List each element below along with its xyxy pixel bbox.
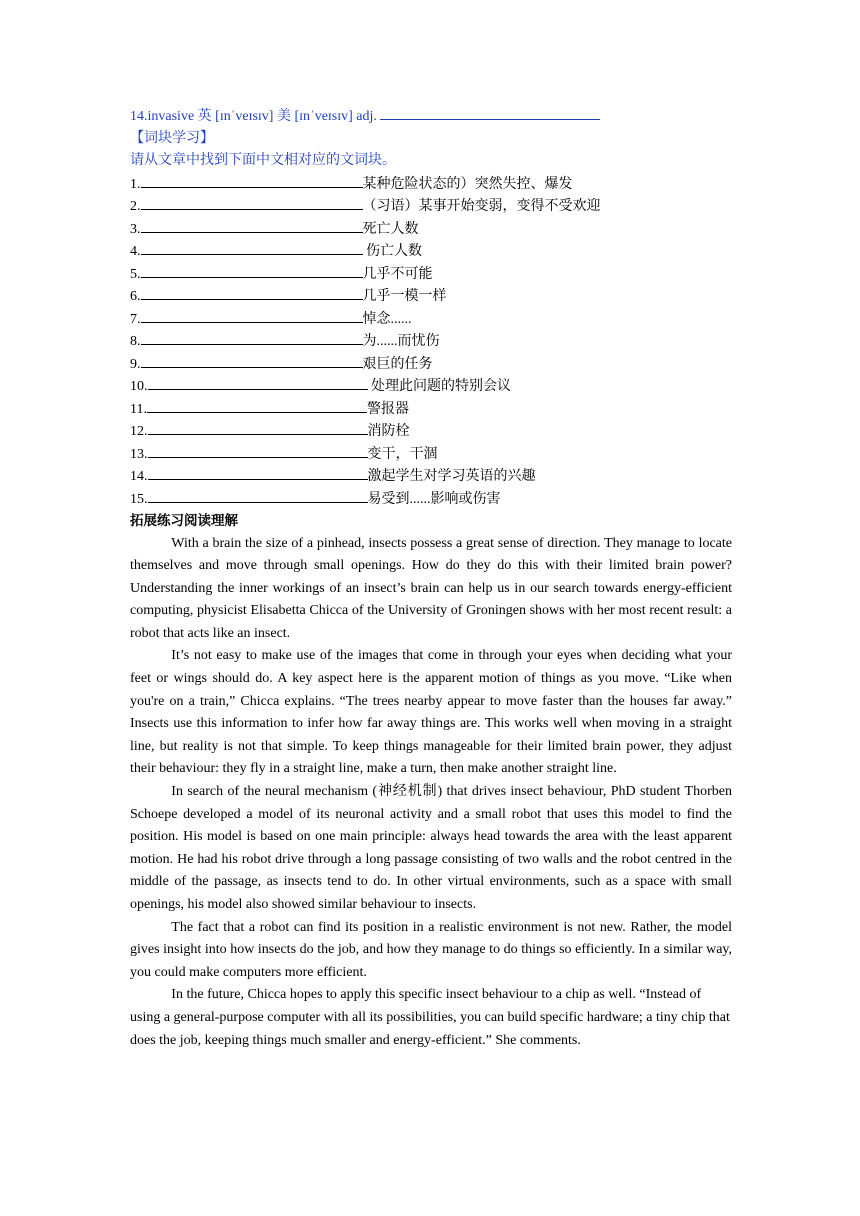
uk-label: 英 xyxy=(197,109,212,124)
chunk-item-number: 6. xyxy=(130,289,141,304)
chunk-section-title: 【词块学习】 xyxy=(130,130,214,146)
chunk-answer-blank[interactable] xyxy=(141,285,363,300)
chunk-answer-blank[interactable] xyxy=(141,308,363,323)
reading-paragraph: In search of the neural mechanism (神经机制) that drives insect behaviour, PhD student Thorben Schoepe developed a model of its neuronal activity and a small robot that uses this model to find the position. His model is based on one main principle: always head towards the area with the least apparent motion. He had his robot drive through a long passage consisting of two walls and the robot centred in the middle of the passage, as insects tend to do. In other virtual environments, such as a space with small openings, his model also showed similar behaviour to insects. xyxy=(130,784,732,912)
chunk-item-number: 13. xyxy=(130,446,148,462)
chunk-item-meaning: 消防栓 xyxy=(367,424,410,439)
chunk-answer-blank[interactable] xyxy=(141,263,363,278)
us-label: 美 xyxy=(276,109,291,124)
chunk-item-meaning: 为......而忧伤 xyxy=(362,334,440,349)
chunk-answer-blank[interactable] xyxy=(148,488,368,503)
uk-phonetic: [ɪnˈveɪsɪv] xyxy=(215,109,274,124)
reading-paragraph: In the future, Chicca hopes to apply this specific insect behaviour to a chip as well. “Instead of using a general-purpose computer with all its possibilities, you can build specific hardware; a tiny chip that does the job, keeping things much smaller and energy-efficient.” She comments. xyxy=(130,987,730,1048)
chunk-answer-blank[interactable] xyxy=(141,330,363,345)
chunk-item-number: 8. xyxy=(130,334,141,349)
chunk-answer-blank[interactable] xyxy=(148,465,368,480)
chunk-item-meaning: 伤亡人数 xyxy=(362,244,422,259)
us-phonetic: [ɪnˈveɪsɪv] adj. xyxy=(294,109,377,124)
chunk-answer-blank[interactable] xyxy=(141,240,363,255)
chunk-item-number: 5. xyxy=(130,266,141,282)
chunk-item-number: 3. xyxy=(130,221,141,237)
vocab-word: 14.invasive xyxy=(130,109,195,124)
chunk-instruction: 请从文章中找到下面中文相对应的文词块。 xyxy=(130,153,396,168)
reading-paragraph: It’s not easy to make use of the images that come in through your eyes when deciding what your feet or wings should do. A key aspect here is the apparent motion of things as you move. “Like when you're on a train,” Chicca explains. “The trees nearby appear to move faster than the houses far away.” Insects use this information to infer how far away things are. This works well when moving in a straight line, but reality is not that simple. To keep things manageable for their limited brain power, they adjust their behaviour: they fly in a straight line, make a turn, then make another straight line. xyxy=(130,648,732,777)
chunk-item-meaning: 易受到......影响或伤害 xyxy=(367,491,501,507)
chunk-item-number: 7. xyxy=(130,311,141,327)
chunk-item xyxy=(130,375,732,398)
worksheet-page xyxy=(130,105,732,1052)
vocab-item-14 xyxy=(130,105,732,128)
chunk-item-meaning: 悼念...... xyxy=(362,311,412,327)
chunk-item xyxy=(130,308,732,331)
chunk-item-number: 12. xyxy=(130,424,148,439)
chunk-item-number: 14. xyxy=(130,469,148,484)
chunk-item-number: 4. xyxy=(130,244,141,259)
chunk-item-number: 9. xyxy=(130,356,141,372)
chunk-item xyxy=(130,398,732,421)
chunk-item-meaning: 死亡人数 xyxy=(362,221,419,237)
chunk-answer-blank[interactable] xyxy=(141,353,363,368)
chunk-item-number: 10. xyxy=(130,379,148,394)
chunk-item-meaning: 激起学生对学习英语的兴趣 xyxy=(367,469,536,484)
chunk-item xyxy=(130,353,732,376)
reading-paragraph: The fact that a robot can find its position in a realistic environment is not new. Rather, the model gives insight into how insects do the job, and how they manage to do things so efficiently. In a similar way, you could make computers more efficient. xyxy=(130,919,732,980)
chunk-answer-blank[interactable] xyxy=(148,443,368,458)
chunk-item xyxy=(130,218,732,241)
chunk-answer-blank[interactable] xyxy=(147,398,367,413)
chunk-answer-blank[interactable] xyxy=(141,218,363,233)
answer-blank[interactable] xyxy=(380,105,600,120)
chunk-item xyxy=(130,330,732,353)
chunk-item-meaning: 变干，干涸 xyxy=(367,446,438,462)
chunk-item-meaning: 几乎不可能 xyxy=(362,266,433,282)
chunk-item-meaning: 艰巨的任务 xyxy=(362,356,433,372)
reading-passage xyxy=(130,533,732,1053)
chunk-item-meaning: 处理此问题的特别会议 xyxy=(367,379,511,394)
chunk-answer-blank[interactable] xyxy=(141,173,363,188)
chunk-item xyxy=(130,285,732,308)
reading-paragraph: With a brain the size of a pinhead, insects possess a great sense of direction. They manage to locate themselves and move through small openings. How do they do this with their limited brain power? Understanding the inner workings of an insect’s brain can help us in our search towards energy-efficient computing, physicist Elisabetta Chicca of the University of Groningen shows with her most recent result: a robot that acts like an insect. xyxy=(130,535,732,641)
chunk-item xyxy=(130,465,732,488)
chunk-item-meaning: 某种危险状态的）突然失控、爆发 xyxy=(362,176,573,192)
chunk-item-number: 1. xyxy=(130,176,141,192)
chunk-item xyxy=(130,420,732,443)
chunk-item-number: 2. xyxy=(130,199,141,214)
chunk-item-meaning: 几乎一模一样 xyxy=(362,289,447,304)
chunk-item-number: 15. xyxy=(130,491,148,507)
chunk-item xyxy=(130,240,732,263)
chunk-item-number: 11. xyxy=(130,401,147,417)
reading-section-title: 拓展练习阅读理解 xyxy=(130,513,238,529)
chunk-item xyxy=(130,263,732,286)
chunk-item-meaning: 警报器 xyxy=(366,401,409,417)
chunk-item xyxy=(130,195,732,218)
chunk-answer-blank[interactable] xyxy=(148,420,368,435)
chunk-list xyxy=(130,173,732,511)
chunk-item xyxy=(130,488,732,511)
chunk-item-meaning: （习语）某事开始变弱，变得不受欢迎 xyxy=(362,199,601,214)
chunk-item xyxy=(130,173,732,196)
chunk-answer-blank[interactable] xyxy=(141,195,363,210)
chunk-item xyxy=(130,443,732,466)
chunk-answer-blank[interactable] xyxy=(148,375,368,390)
